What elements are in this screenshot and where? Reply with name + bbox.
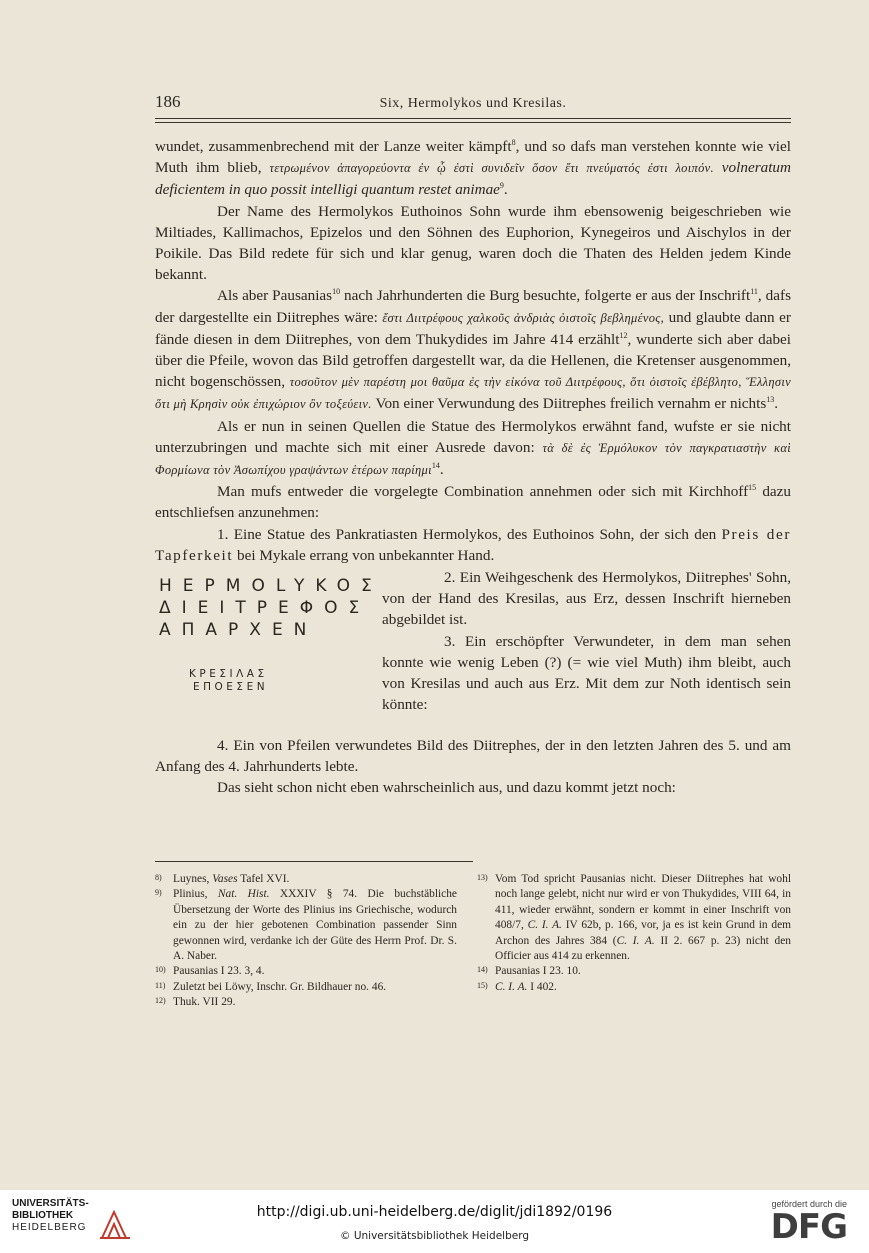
footnote-number: 14) bbox=[477, 965, 488, 975]
page-number: 186 bbox=[155, 92, 181, 111]
paragraph-3: Als aber Pausanias$^{10}$ nach Jahrhunderten die Burg besuchte, folgerte er aus der Inschrift$^{11}$, dafs der dargestellte ein Diitrephes wäre: ἔστι Διιτρέφους χαλκοῦς ἀνδριὰς ὀιστοῖς βεβλημένος, und glaubte dann er fände diesen in dem Diitrephes, von dem Thukydides im Jahre 414 erzählt$^{12}$, wunderte sich aber dabei über die Pfeile, wovon das Bild getroffen dargestellt war, da die Hellenen, die Kretenser ausgenommen, nicht bogenschössen, τοσοῦτον μὲν παρέστη μοι θαῦμα ἐς τὴν εἰκόνα τοῦ Διιτρέφους, ὅτι ὀιστοῖς ἐβέβλητο, Ἕλλησιν ὅτι μὴ Κρησὶν οὐκ ἐπιχώριον ὂν τοξεύειν. Von einer Verwundung des Diitrephes freilich vernahm er nichts$^{13}$. bbox=[155, 287, 791, 413]
copyright-notice: © Universitätsbibliothek Heidelberg bbox=[339, 1230, 529, 1242]
viewer-footer bbox=[0, 1190, 869, 1253]
footnote-number: 13) bbox=[477, 873, 488, 882]
footnote-ref-14[interactable]: 14 bbox=[431, 460, 440, 470]
header-rule-secondary bbox=[155, 122, 791, 123]
list-item-1: 1. Eine Statue des Pankratiasten Hermolykos, des Euthoinos Sohn, der sich den Preis der Tapferkeit bei Mykale errang von unbekannter Hand. bbox=[155, 525, 791, 564]
footnote-number: 9) bbox=[155, 888, 162, 898]
footnote-ref-9[interactable]: 9 bbox=[499, 181, 504, 191]
main-text bbox=[155, 136, 791, 799]
footnote-number: 8) bbox=[155, 873, 162, 882]
footnote-number: 11) bbox=[155, 980, 166, 990]
inscription-line-1: HEPMOLYKOΣ bbox=[159, 576, 383, 597]
paragraph-final: Das sieht schon nicht eben wahrscheinlich aus, und dazu kommt jetzt noch: bbox=[217, 779, 676, 797]
running-head: Six, Hermolykos und Kresilas. bbox=[379, 96, 567, 111]
greek-quote: τὰ δὲ ἐς Ἑρμόλυκον τὸν παγκρατιαστὴν καὶ Φορμίωνα τὸν Ἀσωπίχου γραψάντων ἑτέρων παρίημι bbox=[155, 440, 791, 478]
paragraph-5: Man mufs entweder die vorgelegte Combination annehmen oder sich mit Kirchhoff$^{15}$ dazu entschliefsen anzunehmen: bbox=[155, 483, 791, 522]
greek-quote: ἔστι Διιτρέφους χαλκοῦς ἀνδριὰς ὀιστοῖς βεβλημένος, bbox=[382, 310, 665, 325]
inscription-side-text bbox=[382, 567, 791, 715]
inscription-facsimile bbox=[159, 575, 383, 694]
footnote-number: 12) bbox=[155, 996, 166, 1006]
footnote-15: 15) C. I. A. I 402. bbox=[477, 980, 557, 993]
footnotes-right-column bbox=[477, 872, 791, 995]
inscription-line-3: ΑΠΑΡΧΕΝ bbox=[159, 620, 318, 641]
greek-quote: τετρωμένον ἀπαγορεύοντα ἐν ᾧ ἐστὶ συνιδεῖν ὅσον ἔτι πνεύματός ἐστι λοιπόν. bbox=[269, 161, 714, 176]
funding-caption: gefördert durch die bbox=[771, 1199, 847, 1209]
footnote-11: 11) Zuletzt bei Löwy, Inschr. Gr. Bildhauer no. 46. bbox=[155, 980, 387, 993]
paragraph-1: wundet, zusammenbrechend mit der Lanze weiter kämpft$^8$, und so dafs man verstehen konnte wie viel Muth ihm blieb, τετρωμένον ἀπαγορεύοντα ἐν ᾧ ἐστὶ συνιδεῖν ὅσον ἔτι πνεύματός ἐστι λοιπόν. volneratum deficientem in quo possit intelligi quantum restet animae$^9$. bbox=[155, 137, 791, 199]
spaced-emphasis: Preis der Tapferkeit bbox=[155, 525, 791, 564]
footnote-14: 14) Pausanias I 23. 10. bbox=[477, 965, 581, 978]
latin-quote: volneratum deficientem in quo possit intelligi quantum restet animae bbox=[155, 159, 791, 199]
inscription-line-4: KPEΣIΛAΣ bbox=[189, 668, 268, 681]
footnote-rule bbox=[155, 861, 473, 862]
footnote-8: 8) Luynes, Vases Tafel XVI. bbox=[155, 873, 290, 885]
logo-text-line-1: UNIVERSITÄTS- bbox=[12, 1198, 89, 1209]
list-item-2: 2. Ein Weihgeschenk des Hermolykos, Diitrephes' Sohn, von der Hand des Kresilas, aus Erz, dessen Inschrift hierneben abgebildet ist. bbox=[382, 569, 791, 629]
paragraph-2: Der Name des Hermolykos Euthoinos Sohn wurde ihm ebensowenig beigeschrieben wie Miltiades, Kallimachos, Epizelos und den Söhnen des Euphorion, Kynegeiros und Aischylos in der Poikile. Das Bild redete für sich und klar genug, waren doch die Thaten des Helden jedem Kinde bekannt. bbox=[155, 202, 791, 284]
footnote-ref-11[interactable]: 11 bbox=[750, 287, 758, 297]
greek-quote: τοσοῦτον μὲν παρέστη μοι θαῦμα ἐς τὴν εἰκόνα τοῦ Διιτρέφους, ὅτι ὀιστοῖς ἐβέβλητο, Ἕλλησιν ὅτι μὴ Κρησὶν οὐκ ἐπιχώριον ὂν τοξεύειν. bbox=[155, 375, 791, 412]
header-rule bbox=[155, 118, 791, 119]
footnote-number: 10) bbox=[155, 965, 166, 975]
logo-text-line-2: BIBLIOTHEK bbox=[12, 1210, 74, 1221]
footnote-ref-12[interactable]: 12 bbox=[619, 330, 628, 340]
footnote-10: 10) Pausanias I 23. 3, 4. bbox=[155, 965, 265, 978]
inscription-line-5: EΠOEΣEN bbox=[193, 681, 269, 694]
footnote-ref-13[interactable]: 13 bbox=[766, 395, 775, 405]
dfg-logo[interactable]: DFG bbox=[770, 1207, 847, 1247]
footnote-ref-8[interactable]: 8 bbox=[511, 137, 516, 147]
footnote-12: 12) Thuk. VII 29. bbox=[155, 996, 236, 1009]
footnote-13: 13) Vom Tod spricht Pausanias nicht. Dieser Diitrephes hat wohl noch lange gelebt, nicht nur wird er von Thukydides, VIII 64, in 411, wieder erwähnt, sondern er kommt in einer Inschrift von 408/7, C. I. A. IV 62b, p. 166, vor, ja es ist kein Grund in dem Archon des Jahres 384 (C. I. A. II 2. 667 p. 23) nicht den Officier aus 414 zu erkennen. bbox=[477, 873, 791, 963]
footnote-ref-15[interactable]: 15 bbox=[748, 483, 757, 493]
permalink[interactable]: http://digi.ub.uni-heidelberg.de/diglit/jdi1892/0196 bbox=[256, 1204, 613, 1220]
footnote-9: 9) Plinius, Nat. Hist. XXXIV § 74. Die buchstäbliche Übersetzung der Worte des Plinius ins Griechische, wodurch ein zu der hier gebotenen Combination passender Sinn gewonnen wird, verdanke ich der Güte des Herrn Prof. Dr. S. A. Naber. bbox=[155, 888, 457, 963]
footnote-ref-10[interactable]: 10 bbox=[332, 287, 341, 297]
inscription-line-2: ΔΙΕΙΤΡΕΦΟΣ bbox=[159, 598, 371, 619]
list-item-3: 3. Ein erschöpfter Verwundeter, in dem man sehen konnte wie wenig Leben (?) (= wie viel Muth) ihm bleibt, auch von Kresilas und auch aus Erz. Mit dem zur Noth identisch sein könnte: bbox=[382, 632, 791, 714]
footnotes-left-column bbox=[155, 872, 457, 1011]
logo-text-line-3: HEIDELBERG bbox=[12, 1222, 87, 1233]
page-header bbox=[155, 92, 791, 116]
paragraph-4: Als er nun in seinen Quellen die Statue des Hermolykos erwähnt fand, wufste er sie nicht unterzubringen und machte sich mit einer Ausrede davon: τὰ δὲ ἐς Ἑρμόλυκον τὸν παγκρατιαστὴν καὶ Φορμίωνα τὸν Ἀσωπίχου γραψάντων ἑτέρων παρίημι$^{14}$. bbox=[155, 417, 791, 479]
list-item-4: 4. Ein von Pfeilen verwundetes Bild des Diitrephes, der in den letzten Jahren des 5. und am Anfang des 4. Jahrhunderts lebte. bbox=[155, 737, 791, 776]
inscription-section bbox=[155, 567, 791, 735]
footnote-number: 15) bbox=[477, 980, 488, 990]
